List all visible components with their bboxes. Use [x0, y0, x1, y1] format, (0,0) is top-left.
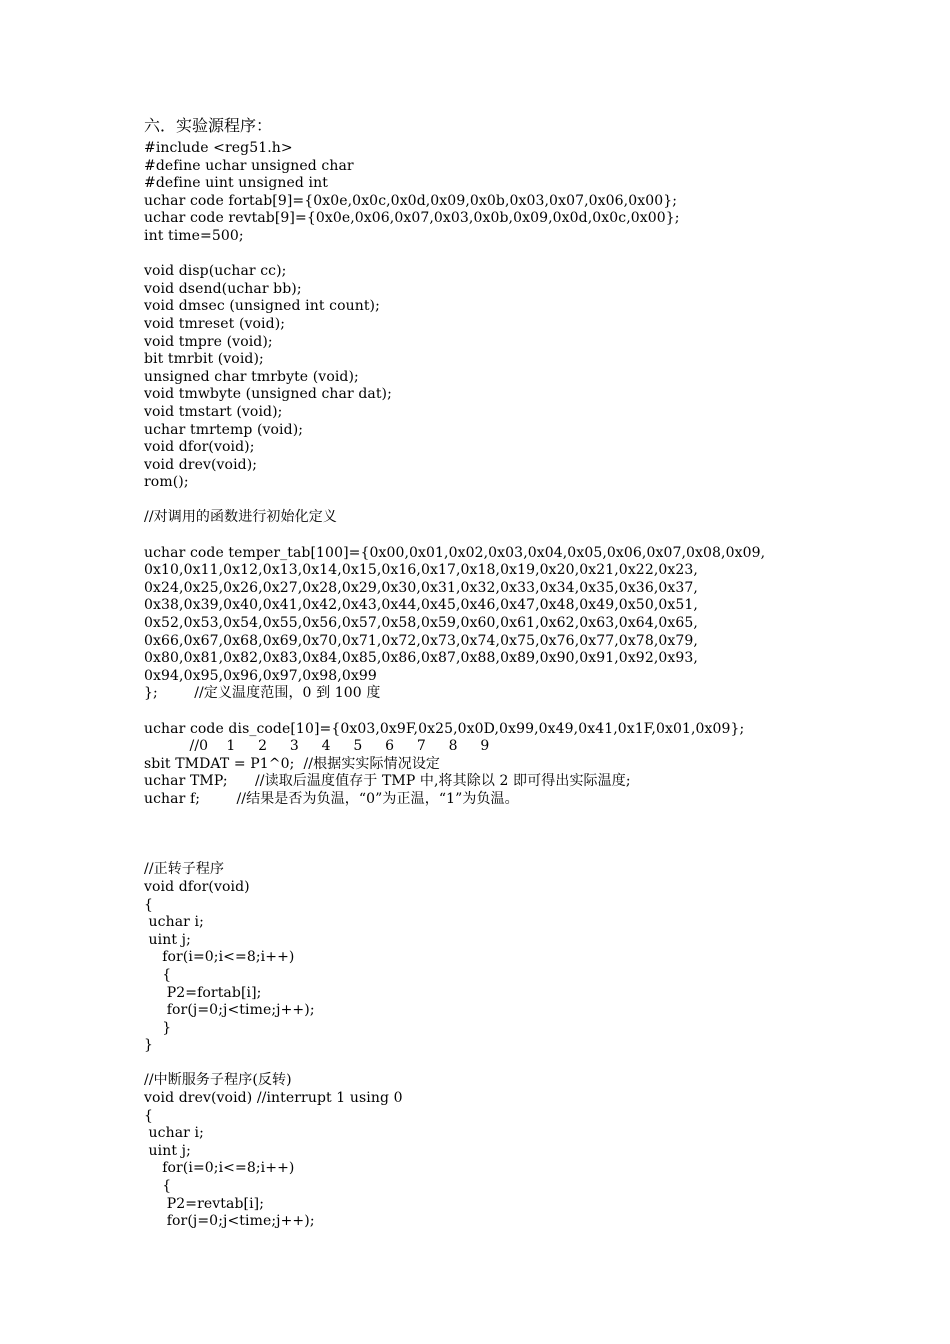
code-line: 0x10,0x11,0x12,0x13,0x14,0x15,0x16,0x17,0x18,0x19,0x20,0x21,0x22,0x23,: [144, 562, 698, 579]
code-line: [144, 246, 934, 264]
code-line: for(i=0;i<=8;i++): [144, 949, 295, 966]
section-heading: 六．实验源程序：: [144, 116, 273, 135]
code-line: 0x80,0x81,0x82,0x83,0x84,0x85,0x86,0x87,0x88,0x89,0x90,0x91,0x92,0x93,: [144, 650, 698, 667]
code-line: uchar code temper_tab[100]={0x00,0x01,0x02,0x03,0x04,0x05,0x06,0x07,0x08,0x09,: [144, 544, 766, 561]
code-line: uint j;: [144, 931, 191, 948]
code-line: void drev(void);: [144, 456, 258, 473]
code-line: }: [144, 1019, 172, 1036]
code-line: {: [144, 966, 172, 983]
code-line: uchar code revtab[9]={0x0e,0x06,0x07,0x03,0x0b,0x09,0x0d,0x0c,0x00};: [144, 210, 680, 227]
code-line: [144, 492, 934, 510]
code-line: 0x38,0x39,0x40,0x41,0x42,0x43,0x44,0x45,0x46,0x47,0x48,0x49,0x50,0x51,: [144, 597, 698, 614]
code-line: #include <reg51.h>: [144, 140, 293, 156]
code-line: uchar tmrtemp (void);: [144, 421, 304, 438]
code-line: for(j=0;j<time;j++);: [144, 1213, 315, 1230]
code-line: void dsend(uchar bb);: [144, 280, 302, 297]
code-line: uint j;: [144, 1142, 191, 1159]
code-line: //正转子程序: [144, 861, 225, 878]
code-line: void tmpre (void);: [144, 333, 273, 350]
code-line: void tmwbyte (unsigned char dat);: [144, 386, 392, 403]
code-line: P2=revtab[i];: [144, 1195, 265, 1212]
code-line: void disp(uchar cc);: [144, 263, 287, 280]
code-line: //对调用的函数进行初始化定义: [144, 509, 337, 526]
code-line: [144, 1055, 934, 1073]
code-line: 0x94,0x95,0x96,0x97,0x98,0x99: [144, 667, 377, 684]
code-line: //0 1 2 3 4 5 6 7 8 9: [144, 738, 490, 755]
code-line: uchar f; //结果是否为负温，“0”为正温，“1”为负温。: [144, 790, 519, 807]
code-line: [144, 809, 934, 827]
code-line: void tmreset (void);: [144, 315, 286, 332]
code-line: [144, 844, 934, 862]
code-line: P2=fortab[i];: [144, 984, 262, 1001]
code-line: }; //定义温度范围，0 到 100 度: [144, 685, 381, 702]
code-line: [144, 826, 934, 844]
code-line: #define uint unsigned int: [144, 175, 328, 192]
code-line: {: [144, 1107, 154, 1124]
code-line: uchar i;: [144, 914, 204, 931]
code-line: sbit TMDAT = P1^0; //根据实实际情况设定: [144, 755, 441, 772]
code-line: uchar TMP; //读取后温度值存于 TMP 中,将其除以 2 即可得出实际温度;: [144, 773, 631, 790]
code-line: unsigned char tmrbyte (void);: [144, 368, 359, 385]
code-line: void drev(void) //interrupt 1 using 0: [144, 1090, 403, 1107]
code-line: [144, 527, 934, 545]
code-line: #define uchar unsigned char: [144, 157, 354, 174]
code-line: void dfor(void): [144, 878, 250, 895]
code-line: {: [144, 1178, 172, 1195]
code-line: 0x66,0x67,0x68,0x69,0x70,0x71,0x72,0x73,0x74,0x75,0x76,0x77,0x78,0x79,: [144, 632, 698, 649]
code-line: uchar code dis_code[10]={0x03,0x9F,0x25,0x0D,0x99,0x49,0x41,0x1F,0x01,0x09};: [144, 720, 745, 737]
code-line: {: [144, 896, 154, 913]
source-code-block: [144, 140, 934, 1231]
code-line: int time=500;: [144, 227, 244, 244]
code-line: //中断服务子程序(反转): [144, 1072, 292, 1089]
code-line: void dfor(void);: [144, 439, 255, 456]
code-line: [144, 703, 934, 721]
code-line: uchar code fortab[9]={0x0e,0x0c,0x0d,0x09,0x0b,0x03,0x07,0x06,0x00};: [144, 192, 678, 209]
code-line: void tmstart (void);: [144, 403, 283, 420]
code-line: uchar i;: [144, 1125, 204, 1142]
code-line: void dmsec (unsigned int count);: [144, 298, 380, 315]
code-line: bit tmrbit (void);: [144, 351, 264, 368]
code-line: 0x52,0x53,0x54,0x55,0x56,0x57,0x58,0x59,0x60,0x61,0x62,0x63,0x64,0x65,: [144, 615, 698, 632]
code-line: rom();: [144, 474, 189, 491]
code-line: }: [144, 1037, 154, 1054]
code-line: for(i=0;i<=8;i++): [144, 1160, 295, 1177]
code-line: for(j=0;j<time;j++);: [144, 1002, 315, 1019]
code-line: 0x24,0x25,0x26,0x27,0x28,0x29,0x30,0x31,0x32,0x33,0x34,0x35,0x36,0x37,: [144, 579, 698, 596]
